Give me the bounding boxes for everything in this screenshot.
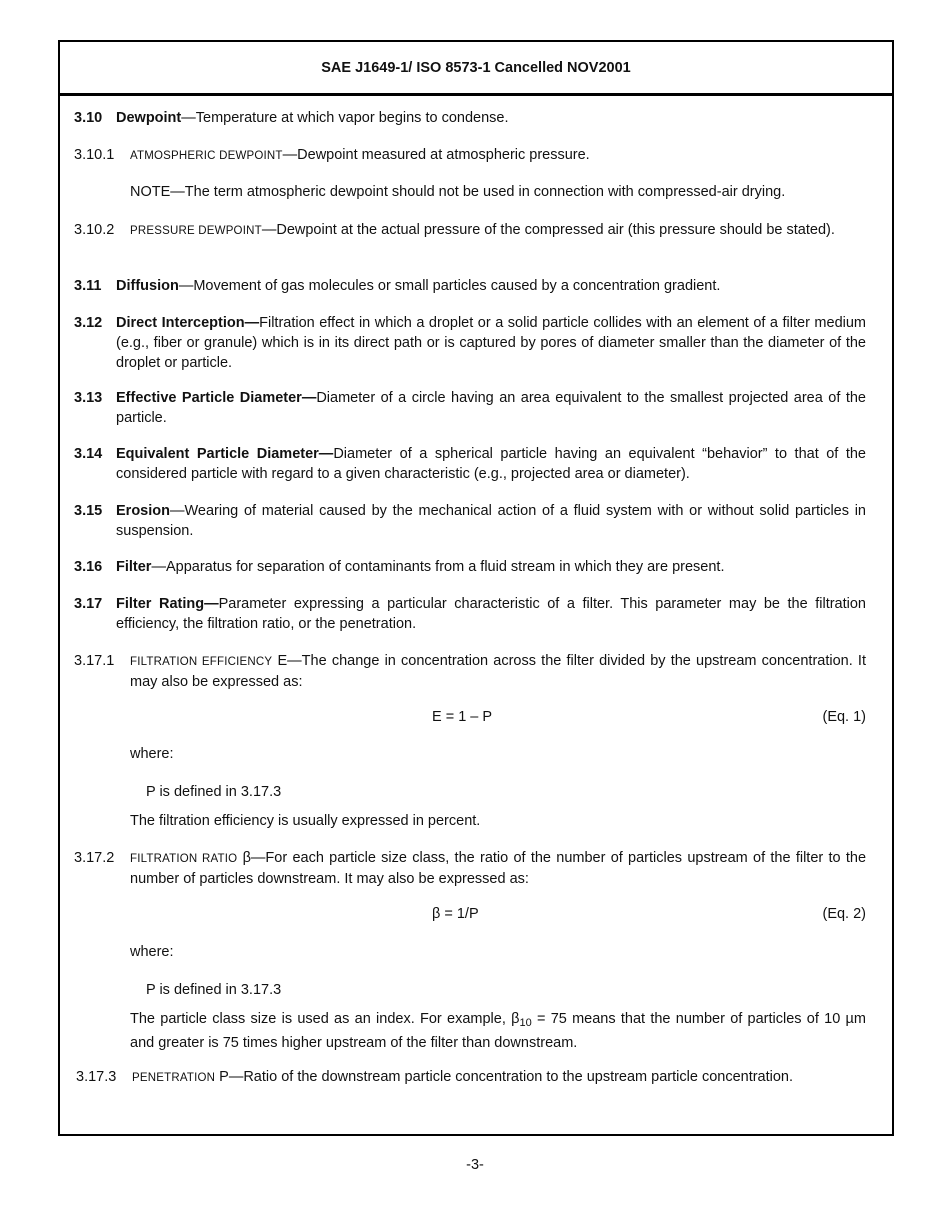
section-term: FILTRATION EFFICIENCY (130, 656, 273, 668)
section-term: ATMOSPHERIC DEWPOINT (130, 150, 283, 162)
section-text: —Temperature at which vapor begins to condense. (181, 110, 509, 126)
equation-expression: β = 1/P (432, 906, 479, 922)
section-term: Diffusion (116, 278, 179, 294)
section-text: —Wearing of material caused by the mechanical action of a fluid system with or without solid particles in suspension. (116, 503, 866, 539)
section-term: Direct Interception— (116, 315, 260, 331)
section-number: 3.13 (74, 390, 103, 406)
subscript: 10 (519, 1017, 532, 1029)
document-header (60, 42, 892, 96)
section-number: 3.17.3 (76, 1069, 117, 1085)
section-number: 3.10.2 (74, 222, 115, 238)
equation-label: (Eq. 2) (822, 906, 866, 922)
section-number: 3.17.1 (74, 653, 115, 669)
section-term: Erosion (116, 503, 170, 519)
section-number: 3.14 (74, 446, 103, 462)
note-text: NOTE—The term atmospheric dewpoint should not be used in connection with compressed-air drying. (130, 184, 786, 200)
section-number: 3.15 (74, 503, 103, 519)
section-term: FILTRATION RATIO (130, 853, 238, 865)
section-term: Filter (116, 559, 152, 575)
equation-label: (Eq. 1) (822, 709, 866, 725)
section-text: —Movement of gas molecules or small particles caused by a concentration gradient. (178, 278, 721, 294)
section-term: Dewpoint (116, 110, 182, 126)
section-text: Diameter of a circle having an area equivalent to the smallest projected area of the particle. (116, 390, 866, 426)
section-term: Equivalent Particle Diameter— (116, 446, 334, 462)
section-text: —Dewpoint at the actual pressure of the compressed air (this pressure should be stated). (261, 222, 835, 238)
document-frame: SAE J1649-1/ ISO 8573-1 Cancelled NOV2001 3.10 Dewpoint—Temperature at which vapor begins to condense. 3.10.1 ATMOSPHERIC DEWPOINT—Dewpoint measured at atmospheric pressure. NOTE—The term atmospheric dewpoint should not be used in connection with compressed-air drying. 3.10.2 PRESSURE DEWPOINT—Dewpoint at the actual pressure of the compressed air (this pressure should be stated). 3.11 Diffusion—Movement of gas molecules or small particles caused by a concentration gradient. 3.12 Direct Interception—Filtration effect in which a droplet or a solid particle collides with an element of a filter medium (e.g., fiber or granule) which is in its direct path or is captured by pores of diameter smaller than the diameter of the droplet or particle. 3.13 Effective Particle Diameter—Diameter of a circle having an area equivalent to the smallest projected area of the particle. 3.14 Equivalent Particle Diameter—Diameter of a spherical particle having an equivalent “behavior” to that of the considered particle with regard to a given characteristic (e.g., projected area or diameter). 3.15 Erosion—Wearing of material caused by the mechanical action of a fluid system with or without solid particles in suspension. 3.16 Filter—Apparatus for separation of contaminants from a fluid stream in which they are present. 3.17 Filter Rating—Parameter expressing a particular characteristic of a filter. This parameter may be the filtration efficiency, the filtration ratio, or the penetration. 3.17.1 FILTRATION EFFICIENCY E—The change in concentration across the filter divided by the upstream concentration. It may also be expressed as: E = 1 – P (Eq. 1) where: P is defined in 3.17.3 The filtration efficiency is usually expressed in percent. 3.17.2 FILTRATION RATIO β—For each particle size class, the ratio of the number of particles upstream of the filter to the number of particles downstream. It may also be expressed as: β = 1/P (Eq. 2) where: P is defined in 3.17.3 The particle class size is used as an index. For example, $\beta_{10} = 75$ means that the number of particles of 10 µm and greater is 75 times higher upstream of the filter than downstream. 3.17.3 PENETRATION P—Ratio of the downstream particle concentration to the upstream particle concentration. (58, 40, 894, 1136)
section-number: 3.11 (74, 278, 102, 294)
page-number: -3- (466, 1157, 484, 1173)
section-number: 3.12 (74, 315, 103, 331)
section-text: β—For each particle size class, the ratio of the number of particles upstream of the filter to the number of particles downstream. It may also be expressed as: (130, 850, 867, 887)
section-text: —Dewpoint measured at atmospheric pressure. (282, 147, 590, 163)
section-text: —Apparatus for separation of contaminants from a fluid stream in which they are present. (151, 559, 725, 575)
section-text: E—The change in concentration across the filter divided by the upstream concentration. It may also be expressed as: (130, 653, 866, 690)
header-title: SAE J1649-1/ ISO 8573-1 Cancelled NOV2001 (321, 59, 631, 76)
section-text: P—Ratio of the downstream particle concentration to the upstream particle concentration. (215, 1069, 794, 1085)
section-number: 3.10.1 (74, 147, 115, 163)
section-text: Filtration effect in which a droplet or a solid particle collides with an element of a filter medium (e.g., fiber or granule) which is in its direct path or is captured by pores of diameter smaller than the diameter of the droplet or particle. (116, 315, 867, 371)
section-number: 3.17 (74, 596, 103, 612)
section-text: Parameter expressing a particular characteristic of a filter. This parameter may be the filtration efficiency, the filtration ratio, or the penetration. (116, 596, 866, 632)
section-text: Diameter of a spherical particle having an equivalent “behavior” to that of the considered particle with regard to a given characteristic (e.g., projected area or diameter). (116, 446, 867, 482)
section-number: 3.16 (74, 559, 103, 575)
section-term: PRESSURE DEWPOINT (130, 225, 262, 237)
section-term: Effective Particle Diameter— (116, 390, 317, 406)
section-number: 3.10 (74, 110, 103, 126)
section-term: PENETRATION (132, 1072, 216, 1084)
equation-expression: E = 1 – P (432, 709, 493, 725)
section-term: Filter Rating— (116, 596, 219, 612)
section-number: 3.17.2 (74, 850, 115, 866)
